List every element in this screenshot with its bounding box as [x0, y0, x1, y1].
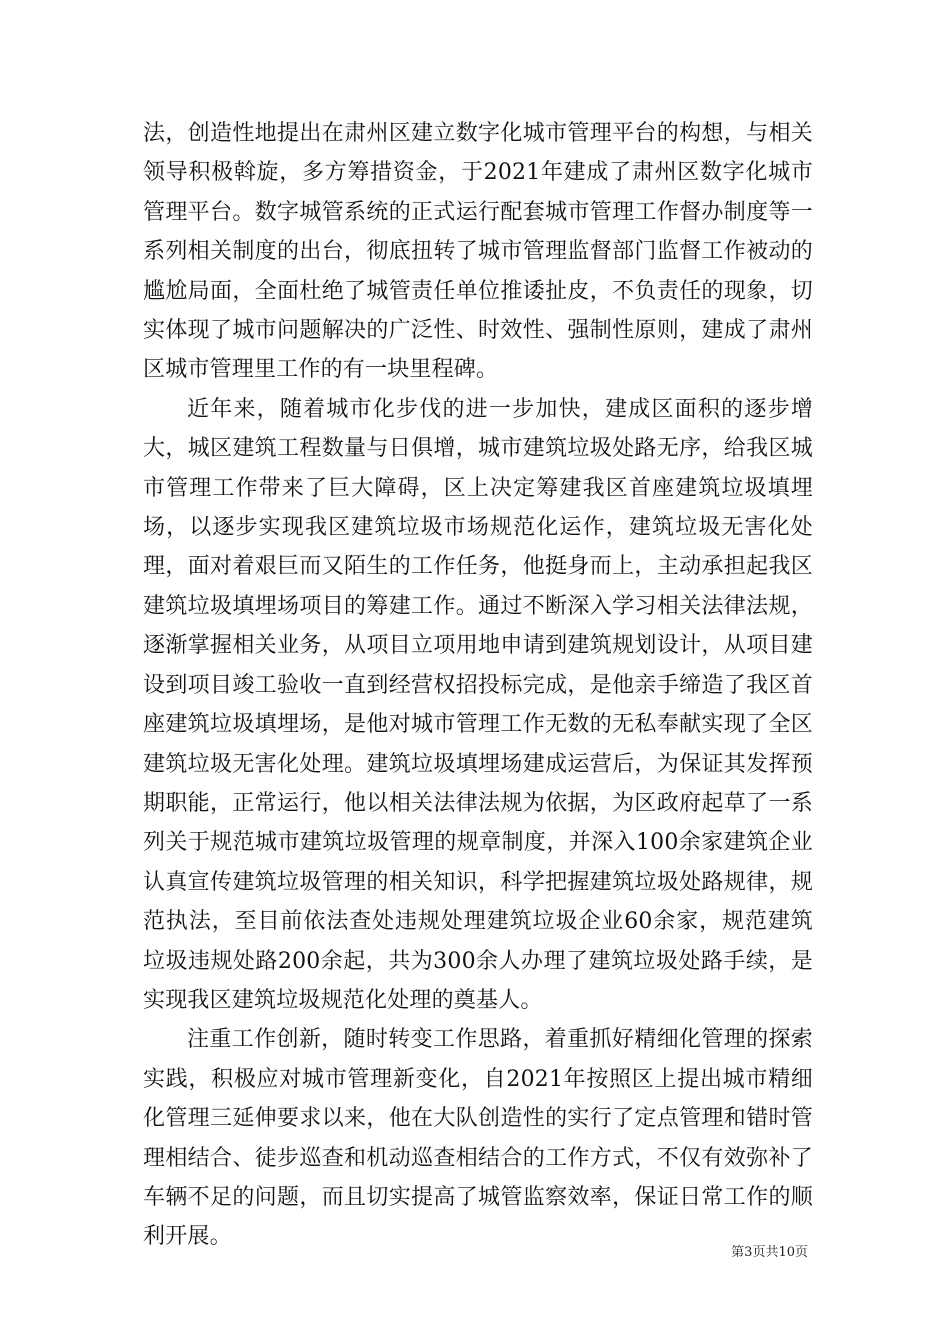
paragraph-2: 近年来，随着城市化步伐的进一步加快，建成区面积的逐步增大，城区建筑工程数量与日俱增，城市建筑垃圾处路无序，给我区城市管理工作带来了巨大障碍，区上决定筹建我区首座建筑垃圾填埋场，以逐步实现我区建筑垃圾市场规范化运作，建筑垃圾无害化处理，面对着艰巨而又陌生的工作任务，他挺身而上，主动承担起我区建筑垃圾填埋场项目的筹建工作。通过不断深入学习相关法律法规，逐渐掌握相关业务，从项目立项用地申请到建筑规划设计，从项目建设到项目竣工验收一直到经营权招投标完成，是他亲手缔造了我区首座建筑垃圾填埋场，是他对城市管理工作无数的无私奉献实现了全区建筑垃圾无害化处理。建筑垃圾填埋场建成运营后，为保证其发挥预期职能，正常运行，他以相关法律法规为依据，为区政府起草了一系列关于规范城市建筑垃圾管理的规章制度，并深入100余家建筑企业认真宣传建筑垃圾管理的相关知识，科学把握建筑垃圾处路规律，规范执法，至目前依法查处违规处理建筑垃圾企业60余家，规范建筑垃圾违规处路200余起，共为300余人办理了建筑垃圾处路手续，是实现我区建筑垃圾规范化处理的奠基人。	[143, 396, 813, 1013]
document-body	[143, 114, 813, 1257]
paragraph-3: 注重工作创新，随时转变工作思路，着重抓好精细化管理的探索实践，积极应对城市管理新变化，自2021年按照区上提出城市精细化管理三延伸要求以来，他在大队创造性的实行了定点管理和错时管理相结合、徒步巡查和机动巡查相结合的工作方式，不仅有效弥补了车辆不足的问题，而且切实提高了城管监察效率，保证日常工作的顺利开展。	[143, 1027, 813, 1250]
page-number: 第3页共10页	[731, 1245, 808, 1260]
paragraph-1: 法，创造性地提出在肃州区建立数字化城市管理平台的构想，与相关领导积极斡旋，多方筹措资金，于2021年建成了肃州区数字化城市管理平台。数字城管系统的正式运行配套城市管理工作督办制度等一系列相关制度的出台，彻底扭转了城市管理监督部门监督工作被动的尴尬局面，全面杜绝了城管责任单位推诿扯皮，不负责任的现象，切实体现了城市问题解决的广泛性、时效性、强制性原则，建成了肃州区城市管理里工作的有一块里程碑。	[143, 121, 813, 383]
